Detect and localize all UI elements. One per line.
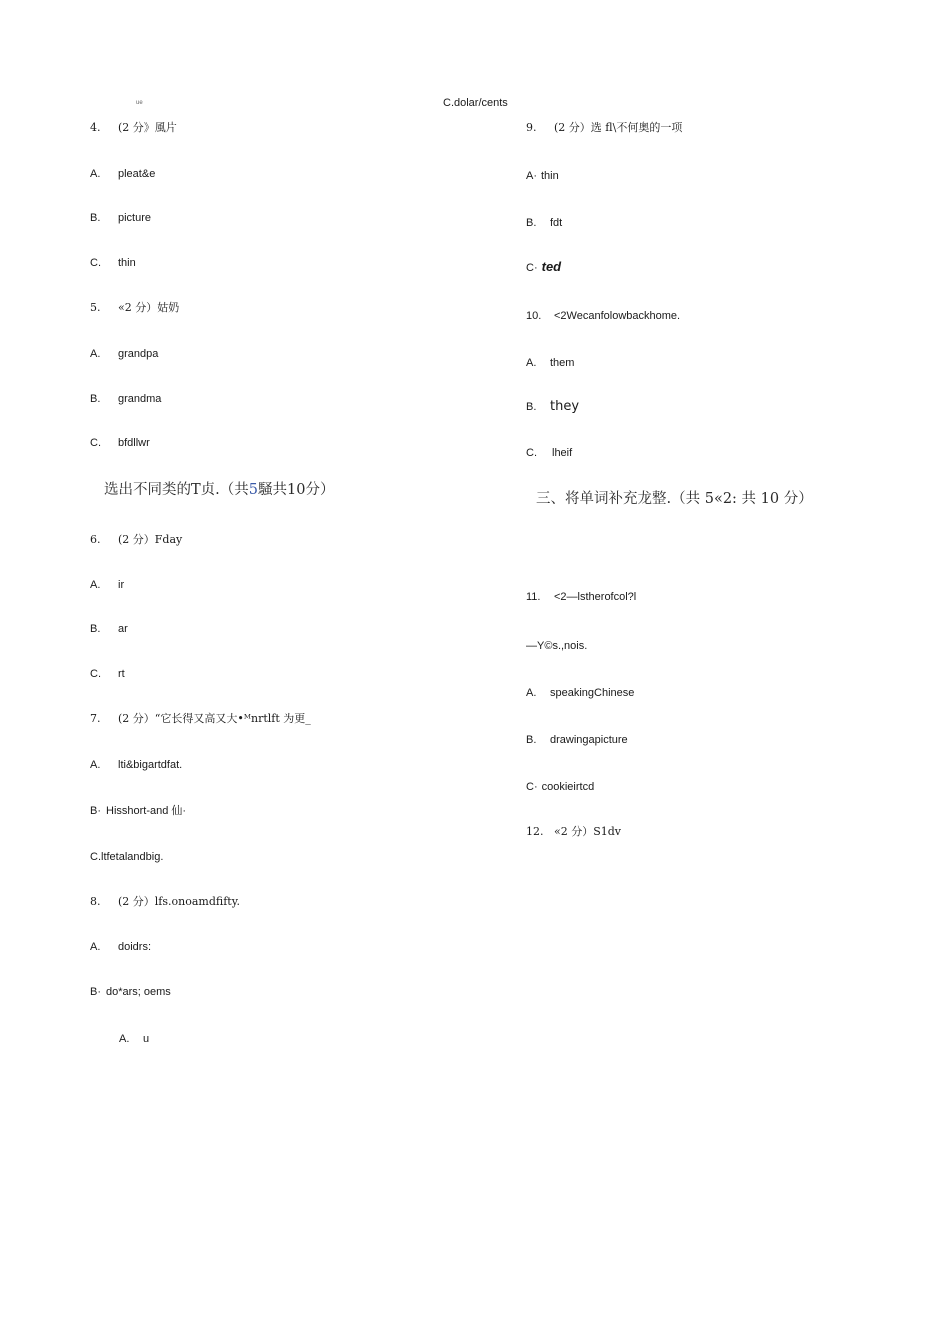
section-title-tail: 騒共10分） [258, 482, 335, 498]
question-number: 8. [90, 895, 101, 908]
option-text: u [143, 1033, 150, 1045]
question-5 [90, 301, 179, 315]
option-text: bfdllwr [118, 437, 150, 449]
q4-option-c [90, 256, 136, 270]
question-12 [526, 825, 621, 839]
option-text: lheif [552, 447, 573, 459]
option-label: A. [526, 687, 537, 699]
question-number: 11. [526, 591, 541, 603]
option-label: C· [526, 262, 538, 274]
option-label: C. [90, 257, 101, 269]
option-label: A. [90, 759, 101, 771]
q8-option-a [90, 940, 151, 954]
option-text: grandpa [118, 348, 159, 360]
q6-option-c [90, 667, 125, 681]
q10-option-c [526, 446, 572, 460]
q7-option-c [90, 850, 163, 864]
q5-option-a [90, 347, 158, 361]
option-text: pleat&e [118, 168, 156, 180]
question-7 [90, 712, 311, 726]
question-text: (2 分》風片 [118, 121, 177, 134]
option-label: C. [90, 668, 101, 680]
question-number: 12. [526, 825, 544, 838]
section-title-text: 选出不同类的T贞.（共 [104, 482, 249, 498]
option-text: rt [118, 668, 125, 680]
question-number: 5. [90, 301, 101, 314]
option-text: Hisshort-and 仙· [106, 805, 187, 817]
q9-option-c [526, 260, 561, 275]
option-text: thin [541, 170, 559, 182]
option-text: do*ars; oems [106, 986, 171, 998]
option-text: fdt [550, 217, 563, 229]
question-10 [526, 309, 680, 323]
option-text: they [550, 399, 580, 414]
option-label: B. [90, 623, 101, 635]
question-8 [90, 895, 240, 909]
question-text: «2 分）S1dv [554, 825, 622, 838]
header-fragment: ue [136, 100, 143, 106]
section-2-title [104, 481, 334, 499]
option-label: C· [526, 781, 538, 793]
q10-option-b [526, 400, 579, 414]
question-number: 6. [90, 533, 101, 546]
question-text: «2 分）姑奶 [118, 301, 180, 314]
q11-option-a [526, 686, 634, 700]
option-label: B· [90, 805, 101, 817]
option-text: ir [118, 579, 125, 591]
question-text: <2Wecanfolowbackhome. [554, 310, 681, 322]
q7-option-a [90, 758, 182, 772]
option-text: doidrs: [118, 941, 152, 953]
q9-option-a [526, 169, 559, 183]
option-label: A. [90, 348, 101, 360]
question-11 [526, 590, 636, 604]
option-label: B. [526, 217, 537, 229]
question-number: 4. [90, 121, 101, 134]
option-label: A. [90, 168, 101, 180]
q5-option-b [90, 392, 161, 406]
q11-option-b [526, 733, 628, 747]
question-number: 7. [90, 712, 101, 725]
q7-option-b [90, 804, 186, 818]
option-text: cookieirtcd [541, 781, 595, 793]
option-label: A. [90, 579, 101, 591]
option-label: A· [526, 170, 537, 182]
option-text: them [550, 357, 575, 369]
section-count: 5 [248, 482, 259, 498]
option-text: grandma [118, 393, 162, 405]
option-label: C. [90, 437, 101, 449]
option-text: speakingChinese [550, 687, 635, 699]
option-label: B. [90, 212, 101, 224]
option-text: picture [118, 212, 152, 224]
option-label: B. [90, 393, 101, 405]
question-9 [526, 121, 682, 135]
top-right-line: C.dolar/cents [443, 97, 508, 109]
section-3-title: 三、将单词补充龙整.（共 5«2: 共 10 分） [536, 491, 813, 507]
question-text: <2—lstherofcol?l [554, 591, 637, 603]
q4-option-a [90, 167, 155, 181]
option-label: B. [526, 401, 537, 413]
q11-answer-line: —Y©s.,nois. [526, 640, 588, 652]
question-text: (2 分）“它长得又高又大•ᴹnrtlft 为更_ [118, 712, 311, 725]
option-text: lti&bigartdfat. [118, 759, 183, 771]
option-text: drawingapicture [550, 734, 628, 746]
option-label: A. [90, 941, 101, 953]
question-text: (2 分）lfs.onoamdfifty. [118, 895, 240, 908]
option-text: ted [541, 259, 562, 274]
question-text: (2 分）Fday [118, 533, 183, 546]
question-4 [90, 121, 177, 135]
question-number: 10. [526, 310, 542, 322]
q8-option-b [90, 985, 171, 999]
option-label: B· [90, 986, 101, 998]
q6-option-b [90, 622, 128, 636]
q5-option-c [90, 436, 150, 450]
q6-option-a [90, 578, 124, 592]
option-label: B. [526, 734, 537, 746]
option-text: C.ltfetalandbig. [90, 851, 164, 863]
q10-option-a [526, 356, 574, 370]
question-text: (2 分）选 fl\不何奥的一项 [554, 121, 683, 134]
option-text: thin [118, 257, 136, 269]
trailing-option [119, 1032, 149, 1046]
option-label: A. [526, 357, 537, 369]
option-label: A. [119, 1033, 130, 1045]
option-label: C. [526, 447, 537, 459]
question-number: 9. [526, 121, 537, 134]
q11-option-c [526, 780, 594, 794]
q9-option-b [526, 216, 562, 230]
option-text: ar [118, 623, 128, 635]
q4-option-b [90, 211, 151, 225]
question-6 [90, 533, 182, 547]
